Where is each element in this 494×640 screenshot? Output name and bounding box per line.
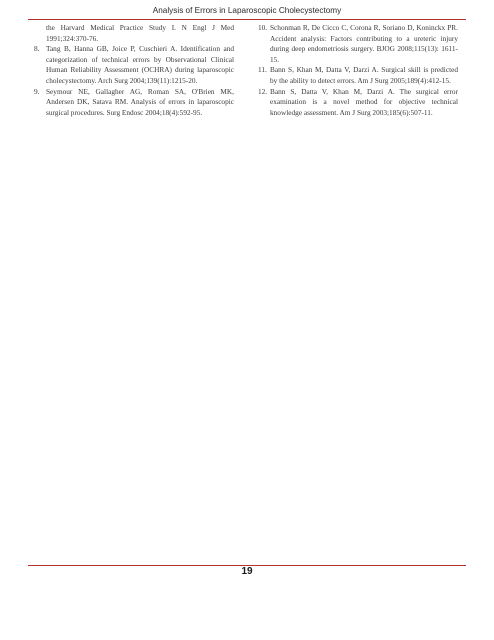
reference-number: 8.: [34, 44, 40, 54]
references-left-column: [36, 23, 234, 118]
reference-item: [36, 44, 234, 86]
reference-item: [36, 87, 234, 119]
page-number: 19: [241, 566, 253, 577]
header-rule: [28, 19, 466, 20]
reference-item: [36, 23, 234, 44]
reference-text: Bann S, Khan M, Datta V, Darzi A. Surgical skill is predicted by the ability to detect errors. Am J Surg 2005;189(4):412-15.: [270, 65, 458, 85]
running-head: Analysis of Errors in Laparoscopic Cholecystectomy: [152, 6, 342, 15]
references-right-column: [260, 23, 458, 118]
reference-number: 12.: [258, 86, 268, 96]
reference-text: Schonman R, De Cicco C, Corona R, Soriano D, Koninckx PR. Accident analysis: Factors contributing to a ureteric injury during deep endometriosis surgery. BJOG 2008;115(13): 1611-15.: [270, 23, 458, 64]
reference-item: [260, 23, 458, 65]
reference-text: the Harvard Medical Practice Study I. N Engl J Med 1991;324:370-76.: [46, 23, 234, 43]
reference-item: [260, 87, 458, 119]
reference-number: 9.: [34, 86, 40, 96]
reference-item: [260, 65, 458, 86]
reference-number: 11.: [258, 65, 267, 75]
reference-text: Bann S, Datta V, Khan M, Darzi A. The surgical error examination is a novel method for objective technical knowledge assessment. Am J Surg 2003;185(6):507-11.: [270, 86, 458, 117]
reference-text: Tang B, Hanna GB, Joice P, Cuschieri A. Identification and categorization of technical errors by Observational Clinical Human Reliability Assessment (OCHRA) during laparoscopic cholecystectomy. Arch Surg 2004;139(11):1215-20.: [46, 44, 234, 85]
reference-number: 10.: [258, 23, 268, 32]
reference-text: Seymour NE, Gallagher AG, Roman SA, O'Brien MK, Andersen DK, Satava RM. Analysis of errors in laparoscopic surgical procedures. Surg Endosc 2004;18(4):592-95.: [46, 86, 234, 117]
